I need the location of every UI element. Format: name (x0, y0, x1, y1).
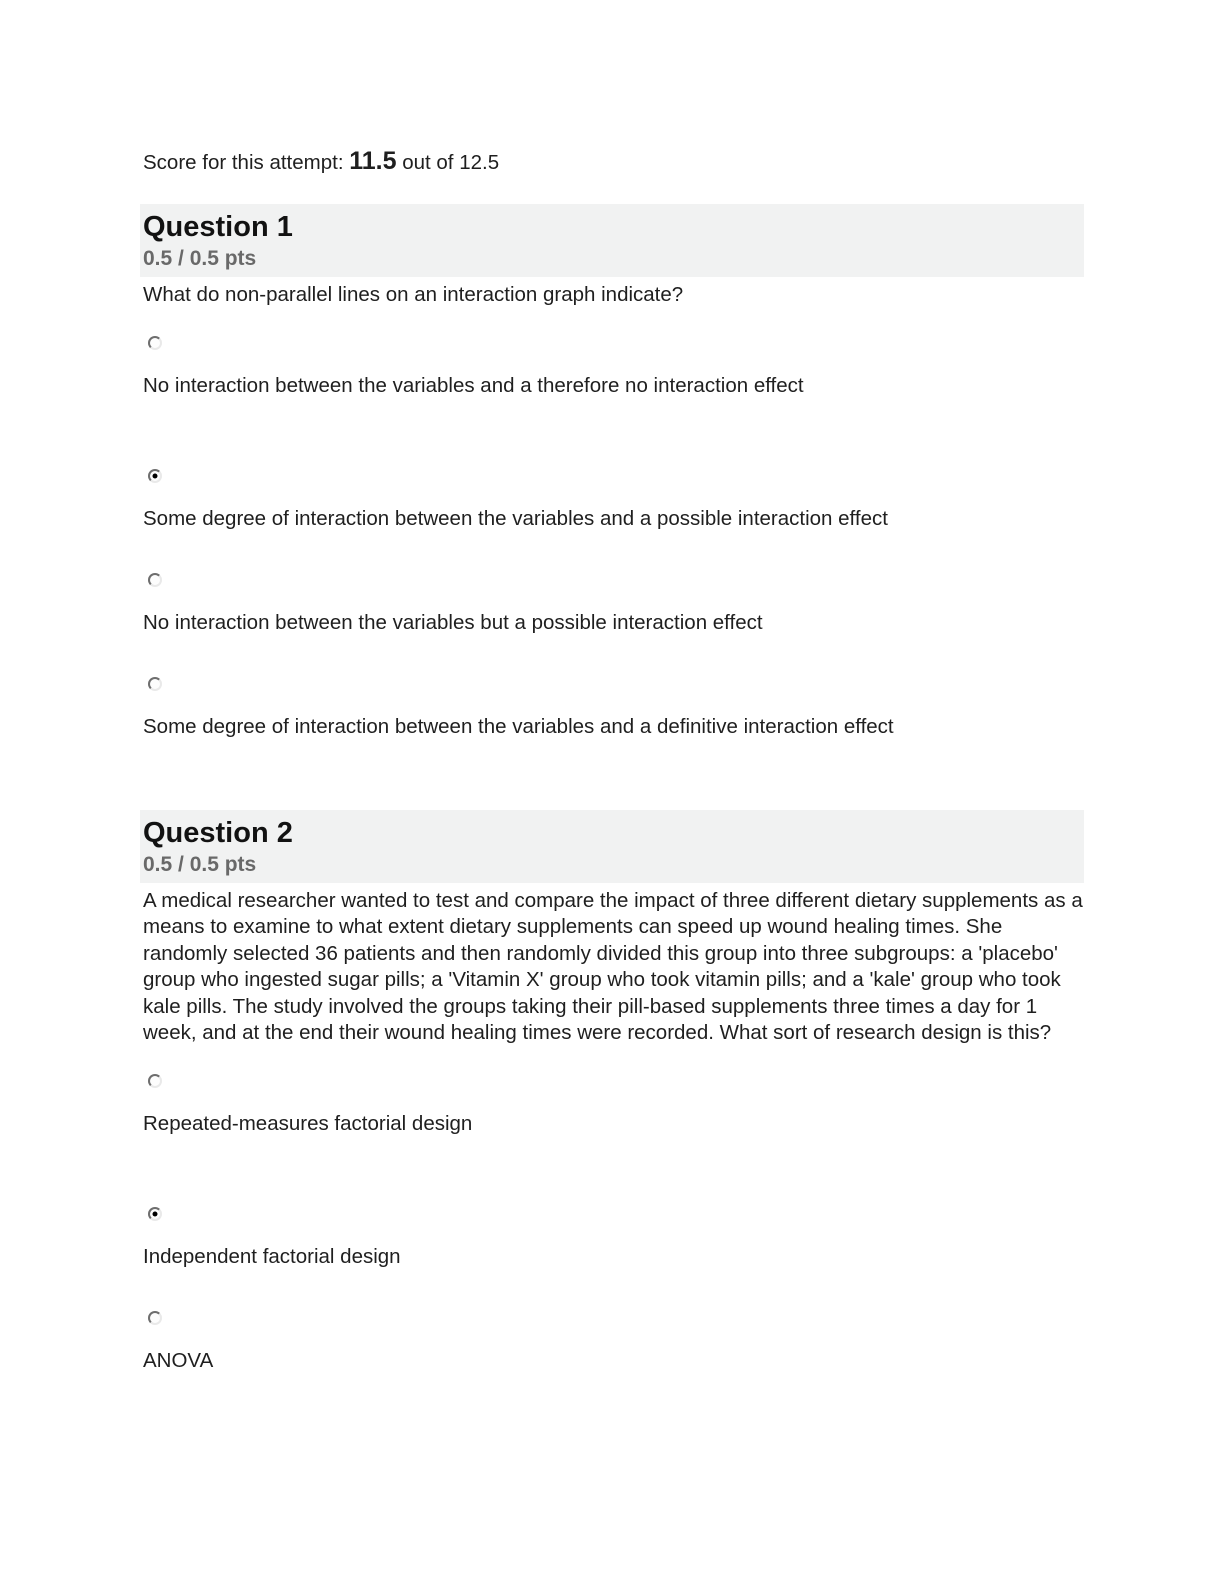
answer-option-label: Some degree of interaction between the variables and a possible interaction effect (143, 506, 888, 530)
radio-button-selected-icon[interactable] (148, 1207, 162, 1221)
score-total-label: out of 12.5 (396, 151, 500, 174)
answer-option-label: Independent factorial design (143, 1244, 401, 1268)
radio-button-selected-icon[interactable] (148, 469, 162, 483)
question-header (140, 810, 1084, 883)
question-points: 0.5 / 0.5 pts (143, 247, 257, 270)
radio-button-icon[interactable] (148, 1074, 162, 1088)
score-value: 11.5 (349, 147, 397, 175)
answer-option[interactable] (143, 469, 1084, 532)
question-block (143, 810, 1084, 1374)
radio-button-icon[interactable] (148, 573, 162, 587)
answer-option[interactable] (143, 1311, 1084, 1374)
answer-option-label: No interaction between the variables but a possible interaction effect (143, 610, 763, 634)
question-title: Question 2 (143, 816, 293, 849)
question-block (143, 204, 1084, 740)
answer-option[interactable] (143, 677, 1084, 740)
radio-button-icon[interactable] (148, 1311, 162, 1325)
answer-option-label: Some degree of interaction between the variables and a definitive interaction effect (143, 714, 894, 738)
answer-option-label: ANOVA (143, 1348, 214, 1372)
answer-option-label: No interaction between the variables and a therefore no interaction effect (143, 373, 804, 397)
question-points: 0.5 / 0.5 pts (143, 852, 257, 876)
score-prefix-label: Score for this attempt: (143, 151, 350, 174)
question-header (140, 204, 1084, 277)
answer-options (143, 1074, 1084, 1374)
question-text: A medical researcher wanted to test and compare the impact of three different dietary supplements as a means to examine to what extent dietary supplements can speed up wound healing times. She randomly selected 36 patients and then randomly divided this group into three subgroups: a 'placebo' group who ingested sugar pills; a 'Vitamin X' group who took vitamin pills; and a 'kale' group who took kale pills. The study involved the groups taking their pill-based supplements three times a day for 1 week, and at the end their wound healing times were recorded. What sort of research design is this? (143, 888, 1083, 1044)
attempt-score-line (143, 146, 1084, 178)
question-text: What do non-parallel lines on an interaction graph indicate? (143, 283, 684, 306)
answer-option[interactable] (143, 1207, 1084, 1270)
radio-button-icon[interactable] (148, 677, 162, 691)
questions-list (143, 204, 1084, 1374)
answer-option-label: Repeated-measures factorial design (143, 1111, 473, 1135)
answer-option[interactable] (143, 573, 1084, 636)
radio-button-icon[interactable] (148, 336, 162, 350)
question-title: Question 1 (143, 211, 293, 243)
answer-option[interactable] (143, 336, 1084, 399)
answer-option[interactable] (143, 1074, 1084, 1137)
answer-options (143, 336, 1084, 740)
